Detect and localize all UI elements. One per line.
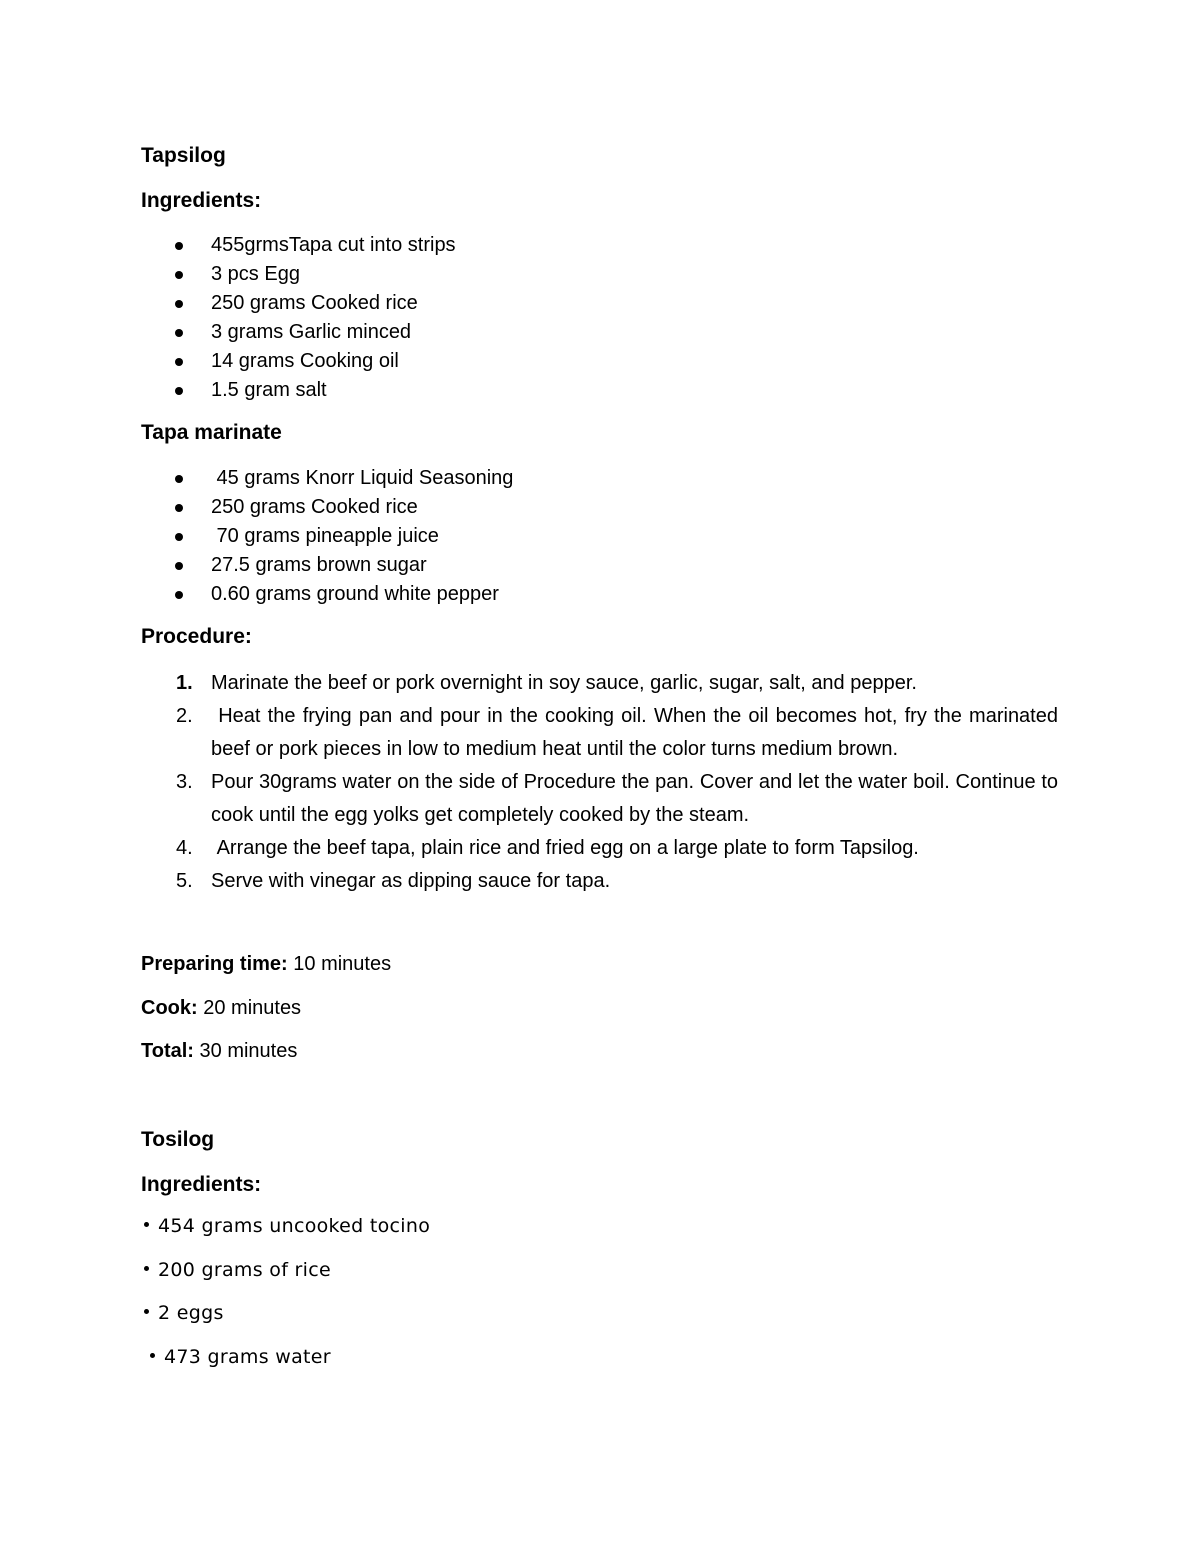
procedure-heading: Procedure: — [141, 625, 252, 648]
list-item: 454 grams uncooked tocino — [141, 1214, 430, 1258]
list-item: 250 grams Cooked rice — [141, 289, 456, 318]
tapsilog-ingredients-list — [141, 231, 456, 405]
list-item: 473 grams water — [141, 1345, 430, 1389]
procedure-step: 4. Arrange the beef tapa, plain rice and fried egg on a large plate to form Tapsilog. — [176, 837, 919, 859]
prep-time-label: Preparing time: — [141, 953, 288, 975]
list-item: 27.5 grams brown sugar — [141, 551, 513, 580]
cook-time-label: Cook: — [141, 997, 198, 1019]
ingredients-heading: Ingredients: — [141, 1173, 262, 1196]
bullet-icon — [175, 387, 183, 395]
procedure-list — [141, 667, 1064, 898]
list-item: 455grmsTapa cut into strips — [141, 231, 456, 260]
prep-time — [141, 951, 391, 977]
list-item: 0.60 grams ground white pepper — [141, 580, 513, 609]
cook-time — [141, 995, 301, 1021]
bullet-icon — [144, 1222, 149, 1227]
list-item: 1.5 gram salt — [141, 376, 456, 405]
bullet-icon — [175, 562, 183, 570]
tapa-marinate-list — [141, 464, 513, 609]
total-time-value: 30 minutes — [193, 1040, 298, 1062]
prep-time-value: 10 minutes — [287, 953, 392, 975]
procedure-step: 2. Heat the frying pan and pour in the cooking oil. When the oil becomes hot, fry the marinated beef or pork pieces in low to medium heat until the color turns medium brown. — [176, 705, 1064, 760]
bullet-icon — [175, 271, 183, 279]
tosilog-ingredients-list — [141, 1214, 430, 1388]
list-item: 200 grams of rice — [141, 1258, 430, 1302]
list-item: 14 grams Cooking oil — [141, 347, 456, 376]
recipe-title-tapsilog: Tapsilog — [141, 144, 226, 167]
list-item: 2 eggs — [141, 1301, 430, 1345]
document-page — [141, 0, 1064, 1553]
bullet-icon — [144, 1266, 149, 1271]
list-item: 3 pcs Egg — [141, 260, 456, 289]
bullet-icon — [150, 1353, 155, 1358]
procedure-step: 3. Pour 30grams water on the side of Procedure the pan. Cover and let the water boil. Continue to cook until the egg yolks get completely cooked by the steam. — [176, 771, 1058, 826]
bullet-icon — [175, 475, 183, 483]
ingredients-heading: Ingredients: — [141, 189, 262, 212]
total-time-label: Total: — [141, 1040, 194, 1062]
bullet-icon — [175, 504, 183, 512]
bullet-icon — [175, 591, 183, 599]
recipe-title-tosilog: Tosilog — [141, 1128, 215, 1151]
bullet-icon — [175, 300, 183, 308]
marinate-heading: Tapa marinate — [141, 421, 282, 444]
total-time — [141, 1038, 297, 1064]
cook-time-value: 20 minutes — [197, 997, 302, 1019]
list-item: 250 grams Cooked rice — [141, 493, 513, 522]
procedure-step: 1. Marinate the beef or pork overnight in soy sauce, garlic, sugar, salt, and pepper. — [176, 672, 917, 694]
bullet-icon — [144, 1309, 149, 1314]
bullet-icon — [175, 533, 183, 541]
list-item: 70 grams pineapple juice — [141, 522, 513, 551]
list-item: 3 grams Garlic minced — [141, 318, 456, 347]
bullet-icon — [175, 329, 183, 337]
bullet-icon — [175, 358, 183, 366]
procedure-step: 5. Serve with vinegar as dipping sauce for tapa. — [176, 870, 611, 892]
list-item: 45 grams Knorr Liquid Seasoning — [141, 464, 513, 493]
bullet-icon — [175, 242, 183, 250]
